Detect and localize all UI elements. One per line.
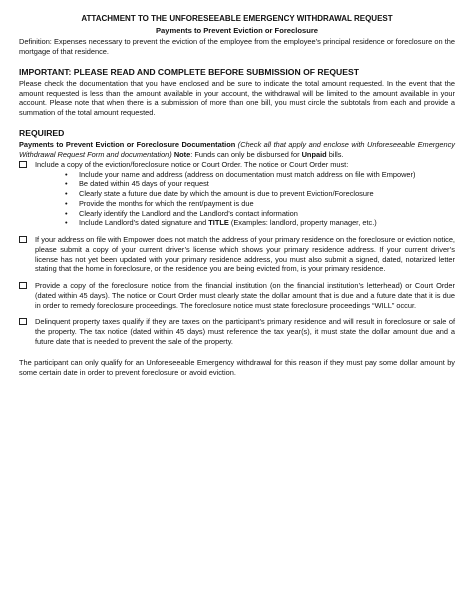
signature-title-word: TITLE — [208, 218, 229, 228]
eviction-notice-requirements — [19, 170, 455, 229]
foreclosure-notice-checkbox[interactable] — [19, 282, 27, 289]
note-label: Note — [173, 150, 191, 159]
definition-text: Definition: Expenses necessary to prevent the eviction of the employee from the employee’s principal residence or foreclosure on the mortgage of that residence. — [19, 37, 455, 56]
required-instructions — [19, 140, 455, 160]
documentation-label: Payments to Prevent Eviction or Foreclosure Documentation — [19, 140, 236, 150]
eviction-notice-checkbox[interactable] — [19, 161, 27, 168]
requirement-item-signature — [65, 218, 455, 228]
signature-text-b: (Examples: landlord, property manager, etc.) — [228, 218, 377, 228]
checklist-item-foreclosure-notice — [19, 281, 455, 310]
property-taxes-checkbox[interactable] — [19, 318, 27, 325]
page-title: ATTACHMENT TO THE UNFORESEEABLE EMERGENCY WITHDRAWAL REQUEST — [81, 14, 393, 23]
checklist-item-property-taxes — [19, 317, 455, 346]
address-mismatch-checkbox[interactable] — [19, 236, 27, 243]
property-taxes-text: Delinquent property taxes qualify if they are taxes on the participant’s primary residence and will result in foreclosure or sale of the property. The tax notice (dated within 45 days) must reference the tax year(s), it must state the dollar amount due and a future date that is needed to prevent the sale of the property. — [35, 317, 455, 347]
page-subtitle: Payments to Prevent Eviction or Foreclosure — [155, 26, 319, 35]
required-heading: REQUIRED — [19, 127, 65, 138]
requirement-item: • Be dated within 45 days of your request — [65, 179, 455, 189]
footer-note: The participant can only qualify for an Unforeseeable Emergency withdrawal for this reason if they must pay some dollar amount by some certain date in order to prevent foreclosure or avoid eviction. — [19, 357, 455, 377]
checklist-item-address-mismatch — [19, 235, 455, 274]
note-text: : Funds can only be disbursed for — [190, 150, 302, 159]
eviction-notice-text: Include a copy of the eviction/foreclosure notice or Court Order. The notice or Court Order must: — [35, 159, 349, 169]
important-heading: IMPORTANT: PLEASE READ AND COMPLETE BEFORE SUBMISSION OF REQUEST — [19, 66, 359, 77]
unpaid-word: Unpaid — [301, 150, 327, 159]
checklist-item-eviction-notice — [19, 160, 455, 170]
documentation-instructions: (Check all that apply and enclose with Unforeseeable Emergency Withdrawal Request Form and documentation) — [19, 140, 455, 159]
bills-word: bills. — [326, 150, 344, 159]
important-body: Please check the documentation that you have enclosed and be sure to indicate the total amount requested. In the event that the amount requested is less than the amount available in your account, the withdrawal will be limited to the amount available in your account. Please note that when there is a submission of more than one bill, you must circle the subtotals from each and provide a summation of the total amount requested. — [19, 78, 455, 118]
requirement-item: • Clearly state a future due date by which the amount is due to prevent Eviction/Foreclosure — [65, 189, 455, 199]
signature-text-a: Include Landlord’s dated signature and — [79, 218, 209, 228]
requirement-item: • Include your name and address (address on documentation must match address on file with Empower) — [65, 170, 455, 180]
foreclosure-notice-text: Provide a copy of the foreclosure notice from the financial institution (on the financial institution’s letterhead) or Court Order (dated within 45 days). The notice or Court Order must clearly state the dollar amount that is due and a future date that it is due in order to remedy foreclosure proceedings. The foreclosure notice must state foreclosure proceedings “WILL” occur. — [35, 281, 455, 310]
address-mismatch-text: If your address on file with Empower does not match the address of your primary residence on the foreclosure or eviction notice, please submit a copy of your current driver’s license which shows your primary residence address. If your current driver’s license has not yet been updated with your primary residence address, you must also submit a signed, dated, notarized letter stating that the home in foreclosure, or the residence you are being evicted from, is your primary residence. — [35, 235, 455, 274]
requirement-item: • Provide the months for which the rent/payment is due — [65, 199, 455, 209]
requirement-item: • Clearly identify the Landlord and the Landlord’s contact information — [65, 209, 455, 219]
